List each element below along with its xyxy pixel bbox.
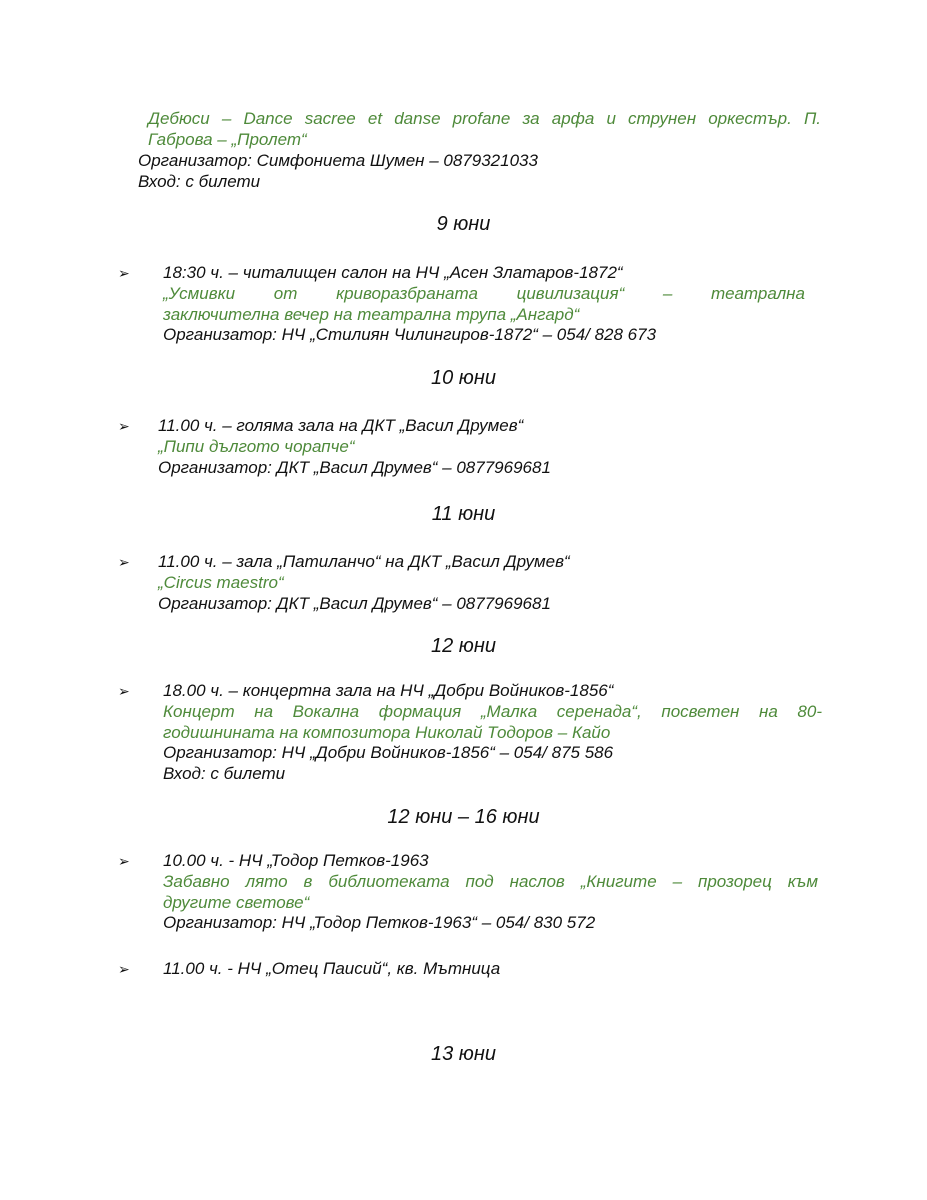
day-heading-9-june: 9 юни (436, 213, 491, 235)
bullet-arrow-icon: ➢ (118, 418, 130, 434)
event-description-line-2: годишнината на композитора Николай Тодоров – Кайо (163, 723, 611, 742)
event-time-place: 18:30 ч. – читалищен салон на НЧ „Асен Златаров-1872“ (163, 263, 623, 282)
event-description-line-1: „Пипи дългото чорапче“ (158, 437, 355, 456)
day-heading-11-june: 11 юни (431, 503, 496, 525)
event-organizer: Организатор: НЧ „Добри Войников-1856“ – 054/ 875 586 (163, 743, 614, 762)
bullet-arrow-icon: ➢ (118, 554, 130, 570)
event-time-place: 11.00 ч. – голяма зала на ДКТ „Васил Друмев“ (158, 416, 524, 435)
bullet-arrow-icon: ➢ (118, 683, 130, 699)
bullet-arrow-icon: ➢ (118, 853, 130, 869)
event-description-line-1: Забавно лято в библиотеката под наслов „Книгите – прозорец към (163, 872, 818, 891)
day-heading-12-16-june: 12 юни – 16 юни (387, 806, 540, 828)
intro-program-line-2: Габрова – „Пролет“ (148, 130, 307, 149)
intro-entry: Вход: с билети (138, 172, 261, 191)
event-time-place: 18.00 ч. – концертна зала на НЧ „Добри Войников-1856“ (163, 681, 614, 700)
day-heading-10-june: 10 юни (431, 367, 496, 389)
event-entry: Вход: с билети (163, 764, 286, 783)
event-organizer: Организатор: НЧ „Тодор Петков-1963“ – 054/ 830 572 (163, 913, 596, 932)
event-description-line-1: „Circus maestro“ (158, 573, 284, 592)
event-organizer: Организатор: ДКТ „Васил Друмев“ – 0877969681 (158, 594, 551, 613)
event-time-place: 11.00 ч. – зала „Патиланчо“ на ДКТ „Васил Друмев“ (158, 552, 570, 571)
intro-program-line-1: Дебюси – Dance sacree et danse profane за арфа и струнен оркестър. П. (148, 109, 821, 128)
event-description-line-1: „Усмивки от криворазбраната цивилизация“ – театрална (163, 284, 805, 303)
day-heading-13-june: 13 юни (431, 1043, 496, 1065)
day-heading-12-june: 12 юни (431, 635, 496, 657)
event-organizer: Организатор: НЧ „Стилиян Чилингиров-1872“ – 054/ 828 673 (163, 325, 657, 344)
event-time-place: 10.00 ч. - НЧ „Тодор Петков-1963 (163, 851, 429, 870)
event-description-line-2: другите светове“ (163, 893, 310, 912)
intro-organizer: Организатор: Симфониета Шумен – 0879321033 (138, 151, 538, 170)
event-description-line-1: Концерт на Вокална формация „Малка серенада“, посветен на 80- (163, 702, 822, 721)
event-organizer: Организатор: ДКТ „Васил Друмев“ – 0877969681 (158, 458, 551, 477)
bullet-arrow-icon: ➢ (118, 265, 130, 281)
event-description-line-2: заключителна вечер на театрална трупа „Ангард“ (163, 305, 580, 324)
event-time-place: 11.00 ч. - НЧ „Отец Паисий“, кв. Мътница (163, 959, 501, 978)
bullet-arrow-icon: ➢ (118, 961, 130, 977)
